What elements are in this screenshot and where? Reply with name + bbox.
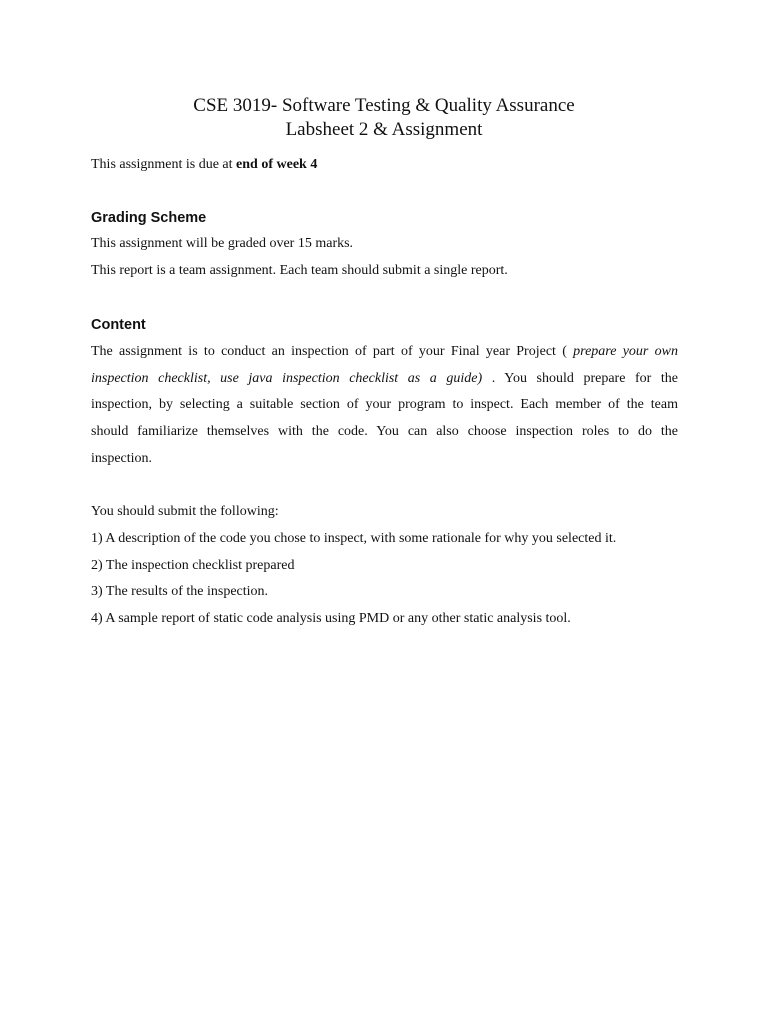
paragraph-italic: prepare your own [573, 344, 678, 359]
list-item: 2) The inspection checklist prepared [91, 558, 295, 573]
content-paragraph-line-2 [91, 370, 678, 388]
list-item: 1) A description of the code you chose to inspect, with some rationale for why you selected it. [91, 531, 617, 546]
grading-team-line: This report is a team assignment. Each team should submit a single report. [91, 263, 508, 278]
content-paragraph-line-4: should familiarize themselves with the code. You can also choose inspection roles to do the [91, 424, 678, 439]
due-date-prefix: This assignment is due at [91, 157, 237, 172]
content-paragraph-line-1 [91, 343, 678, 361]
list-item: 3) The results of the inspection. [91, 584, 269, 599]
paragraph-italic: inspection checklist, use java inspection checklist as a guide) [91, 371, 483, 386]
grading-scheme-heading: Grading Scheme [91, 210, 207, 226]
due-date-line [91, 156, 317, 174]
document-title: CSE 3019- Software Testing & Quality Assurance [193, 95, 575, 116]
document-subtitle: Labsheet 2 & Assignment [285, 119, 483, 140]
list-item: 4) A sample report of static code analysis using PMD or any other static analysis tool. [91, 611, 571, 626]
submit-intro: You should submit the following: [91, 504, 279, 519]
due-date-emphasis: end of week 4 [236, 157, 318, 172]
paragraph-text: The assignment is to conduct an inspection of part of your Final year Project ( [91, 344, 574, 359]
content-heading: Content [91, 317, 146, 333]
content-paragraph-line-5: inspection. [91, 451, 153, 466]
content-paragraph-line-3: inspection, by selecting a suitable section of your program to inspect. Each member of the team [91, 397, 678, 412]
grading-marks-line: This assignment will be graded over 15 marks. [91, 236, 354, 251]
paragraph-text: . You should prepare for the [482, 371, 679, 386]
